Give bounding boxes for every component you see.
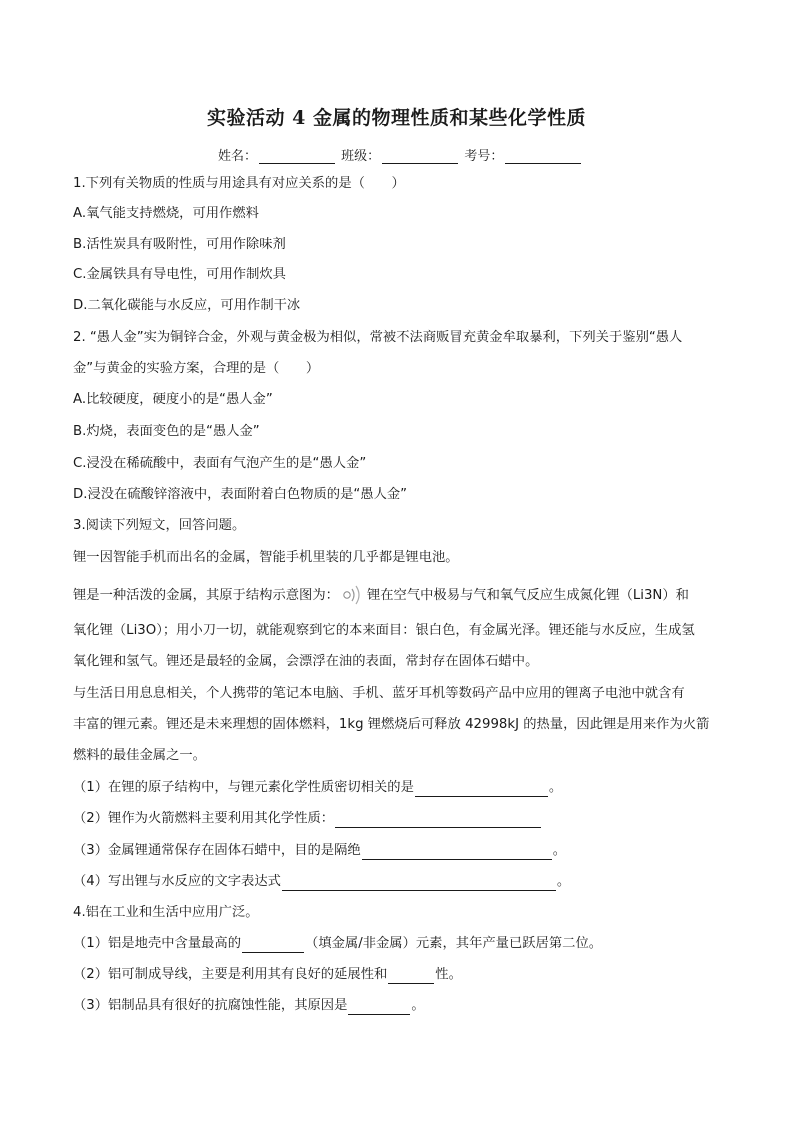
q1-stem: 1.下列有关物质的性质与用途具有对应关系的是（ ） bbox=[73, 176, 405, 191]
q2-option-c: C.浸没在稀硫酸中，表面有气泡产生的是“愚人金” bbox=[73, 456, 367, 471]
q2-stem-line2: 金”与黄金的实验方案，合理的是（ ） bbox=[73, 361, 320, 376]
q3-subquestion-3 bbox=[73, 842, 566, 860]
q3-paragraph-4: 氧化锂和氢气。锂还是最轻的金属，会漂浮在油的表面，常封存在固体石蜡中。 bbox=[73, 654, 539, 669]
q4-s3-blank[interactable] bbox=[348, 1000, 410, 1015]
q3-s1-blank[interactable] bbox=[415, 782, 548, 797]
q3-paragraph-6: 丰富的锂元素。锂还是未来理想的固体燃料，1kg 锂燃烧后可释放 42998kJ 的热量，因此锂是用来作为火箭 bbox=[73, 717, 710, 732]
q3-subquestion-4 bbox=[73, 873, 570, 891]
student-info-bar bbox=[218, 145, 583, 164]
q3-paragraph-3: 氧化锂（Li3O）；用小刀一切，就能观察到它的本来面目：银白色，有金属光泽。锂还能与水反应，生成氢 bbox=[73, 623, 695, 638]
q3-paragraph-5: 与生活日用息息相关，个人携带的笔记本电脑、手机、蓝牙耳机等数码产品中应用的锂离子电池中就含有 bbox=[73, 686, 685, 701]
q2-option-b: B.灼烧，表面变色的是“愚人金” bbox=[73, 424, 260, 439]
number-blank[interactable] bbox=[505, 149, 581, 164]
q3-s3-blank[interactable] bbox=[362, 845, 552, 860]
lithium-atom-structure-icon bbox=[341, 584, 365, 606]
q2-option-d: D.浸没在硫酸锌溶液中，表面附着白色物质的是“愚人金” bbox=[73, 487, 408, 502]
q4-s1-text-a: （1）铝是地壳中含量最高的 bbox=[73, 936, 242, 951]
q3-s3-text: （3）金属锂通常保存在固体石蜡中，目的是隔绝 bbox=[73, 843, 361, 858]
name-blank[interactable] bbox=[259, 149, 335, 164]
q3-paragraph-2a: 锂是一种活泼的金属，其原于结构示意图为： bbox=[73, 588, 339, 603]
q3-paragraph-1: 锂一因智能手机而出名的金属，智能手机里装的几乎都是锂电池。 bbox=[73, 550, 459, 565]
q4-subquestion-2 bbox=[73, 966, 462, 984]
q2-option-a: A.比较硬度，硬度小的是“愚人金” bbox=[73, 392, 273, 407]
q3-s4-blank[interactable] bbox=[282, 876, 556, 891]
number-label: 考号： bbox=[464, 149, 504, 164]
q4-s2-text-a: （2）铝可制成导线，主要是利用其有良好的延展性和 bbox=[73, 967, 388, 982]
q3-s2-blank[interactable] bbox=[335, 813, 541, 828]
q1-option-d: D.二氧化碳能与水反应，可用作制干冰 bbox=[73, 298, 301, 313]
q3-s1-period: 。 bbox=[548, 780, 563, 795]
q4-s1-blank[interactable] bbox=[242, 938, 304, 953]
q4-s2-text-b: 性。 bbox=[435, 967, 462, 982]
q4-subquestion-1 bbox=[73, 935, 602, 953]
name-label: 姓名： bbox=[218, 149, 258, 164]
q4-s1-text-b: （填金属/非金属）元素，其年产量已跃居第二位。 bbox=[305, 936, 603, 951]
q4-subquestion-3 bbox=[73, 997, 425, 1015]
q3-paragraph-2b: 锂在空气中极易与气和氧气反应生成氮化锂（Li3N）和 bbox=[366, 588, 689, 603]
class-label: 班级： bbox=[341, 149, 381, 164]
page-title: 实验活动 4 金属的物理性质和某些化学性质 bbox=[207, 107, 586, 129]
q3-paragraph-2 bbox=[73, 584, 689, 606]
q3-s1-text: （1）在锂的原子结构中，与锂元素化学性质密切相关的是 bbox=[73, 780, 414, 795]
q3-subquestion-2 bbox=[73, 810, 542, 828]
q3-stem: 3.阅读下列短文，回答问题。 bbox=[73, 518, 246, 533]
q1-option-a: A.氧气能支持燃烧，可用作燃料 bbox=[73, 206, 259, 221]
q3-s4-text: （4）写出锂与水反应的文字表达式 bbox=[73, 874, 281, 889]
q1-option-b: B.活性炭具有吸附性，可用作除味剂 bbox=[73, 237, 286, 252]
q2-stem-line1: 2. “愚人金”实为铜锌合金，外观与黄金极为相似，常被不法商贩冒充黄金牟取暴利，下列关于鉴别“愚人 bbox=[73, 330, 683, 345]
q3-paragraph-7: 燃料的最佳金属之一。 bbox=[73, 748, 206, 763]
q4-stem: 4.铝在工业和生活中应用广泛。 bbox=[73, 905, 259, 920]
q3-s3-period: 。 bbox=[552, 843, 566, 858]
q4-s3-text-a: （3）铝制品具有很好的抗腐蚀性能，其原因是 bbox=[73, 998, 348, 1013]
q4-s3-text-b: 。 bbox=[411, 998, 425, 1013]
class-blank[interactable] bbox=[382, 149, 458, 164]
q3-s2-text: （2）锂作为火箭燃料主要利用其化学性质： bbox=[73, 811, 335, 826]
q1-option-c: C.金属铁具有导电性，可用作制炊具 bbox=[73, 267, 286, 282]
q3-subquestion-1 bbox=[73, 779, 562, 797]
q4-s2-blank[interactable] bbox=[388, 969, 434, 984]
q3-s4-period: 。 bbox=[556, 874, 571, 889]
